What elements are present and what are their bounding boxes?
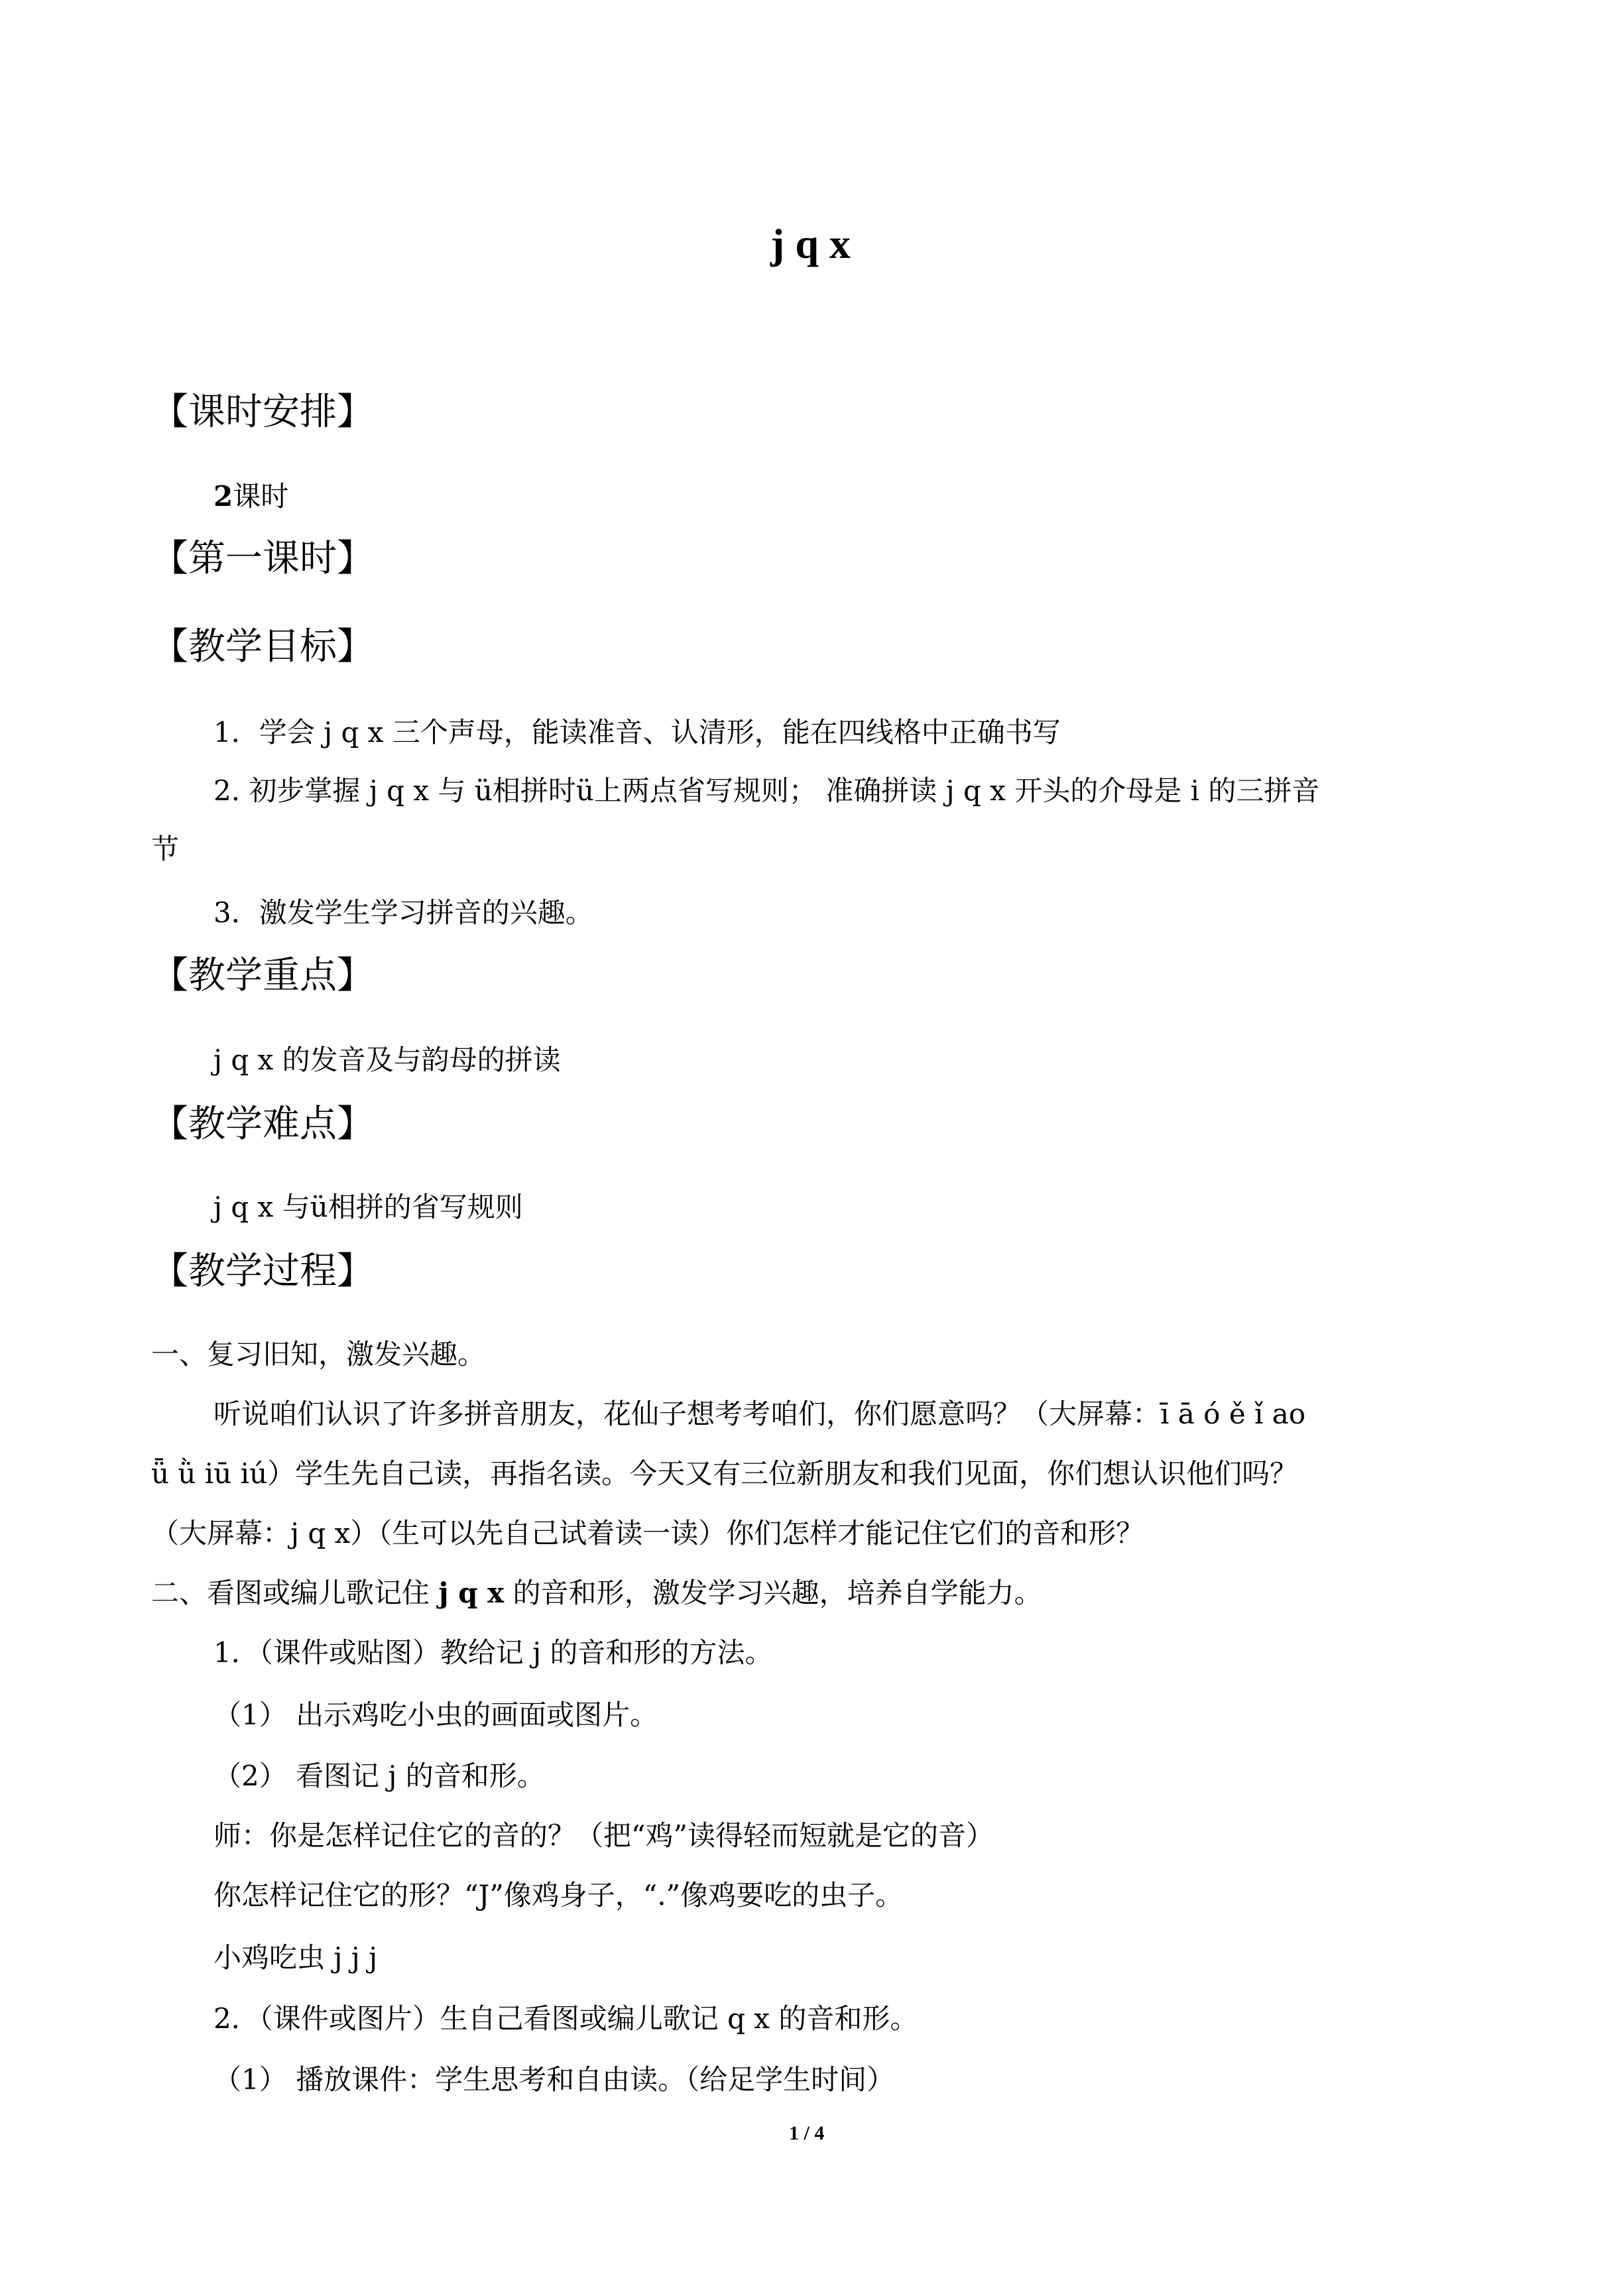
step-2-prefix: 二、看图或编儿歌记住 <box>151 1577 439 1609</box>
heading-key-points: 【教学重点】 <box>151 954 374 997</box>
process-para-line-3: （大屏幕：j q x）（生可以先自己试着读一读）你们怎样才能记住它们的音和形？ <box>151 1517 1144 1549</box>
process-rhyme: 小鸡吃虫 j j j <box>213 1941 378 1974</box>
process-sub-2: 2．（课件或图片）生自己看图或编儿歌记 q x 的音和形。 <box>213 2002 918 2035</box>
process-teacher-q: 师：你是怎样记住它的音的？（把“鸡”读得轻而短就是它的音） <box>213 1819 994 1852</box>
goal-item-3: 3．激发学生学习拼音的兴趣。 <box>213 896 593 929</box>
heading-first-lesson: 【第一课时】 <box>151 537 374 580</box>
process-step-2 <box>151 1575 1042 1612</box>
schedule-unit: 课时 <box>233 480 289 513</box>
step-2-letters: j q x <box>438 1577 505 1609</box>
difficulties-text: j q x 与ü相拼的省写规则 <box>213 1191 523 1223</box>
heading-goals: 【教学目标】 <box>151 625 374 668</box>
page-title: j q x <box>770 220 851 267</box>
page-number: 1 / 4 <box>789 2122 825 2144</box>
step-2-suffix: 的音和形，激发学习兴趣，培养自学能力。 <box>504 1577 1042 1609</box>
process-sub-1-1: （1） 出示鸡吃小虫的画面或图片。 <box>213 1699 658 1731</box>
heading-difficulties: 【教学难点】 <box>151 1103 374 1146</box>
key-points-text: j q x 的发音及与韵母的拼读 <box>213 1044 561 1076</box>
goal-item-1: 1．学会 j q x 三个声母，能读准音、认清形，能在四线格中正确书写 <box>213 716 1061 749</box>
goal-item-2: 2. 初步掌握 j q x 与 ü相拼时ü上两点省写规则； 准确拼读 j q x 开头的介母是 i 的三拼音 <box>213 774 1320 807</box>
process-sub-2-1: （1） 播放课件：学生思考和自由读。（给足学生时间） <box>213 2063 895 2096</box>
process-shape-q: 你怎样记住它的形？“J”像鸡身子，“.”像鸡要吃的虫子。 <box>213 1879 904 1911</box>
process-step-1: 一、复习旧知，激发兴趣。 <box>151 1338 486 1370</box>
schedule-text <box>213 479 288 515</box>
process-para-line-1: 听说咱们认识了许多拼音朋友，花仙子想考考咱们，你们愿意吗？（大屏幕：ī ā ó ě ǐ ao <box>213 1398 1306 1430</box>
heading-process: 【教学过程】 <box>151 1250 374 1293</box>
heading-schedule: 【课时安排】 <box>151 391 374 434</box>
process-sub-1: 1．（课件或贴图）教给记 j 的音和形的方法。 <box>213 1636 773 1669</box>
process-para-line-2: ǖ ǜ iū iú）学生先自己读，再指名读。今天又有三位新朋友和我们见面，你们想认识他们吗？ <box>151 1457 1298 1490</box>
process-sub-1-2: （2） 看图记 j 的音和形。 <box>213 1760 545 1792</box>
schedule-number: 2 <box>213 480 233 513</box>
goal-item-2-cont: 节 <box>151 833 180 865</box>
